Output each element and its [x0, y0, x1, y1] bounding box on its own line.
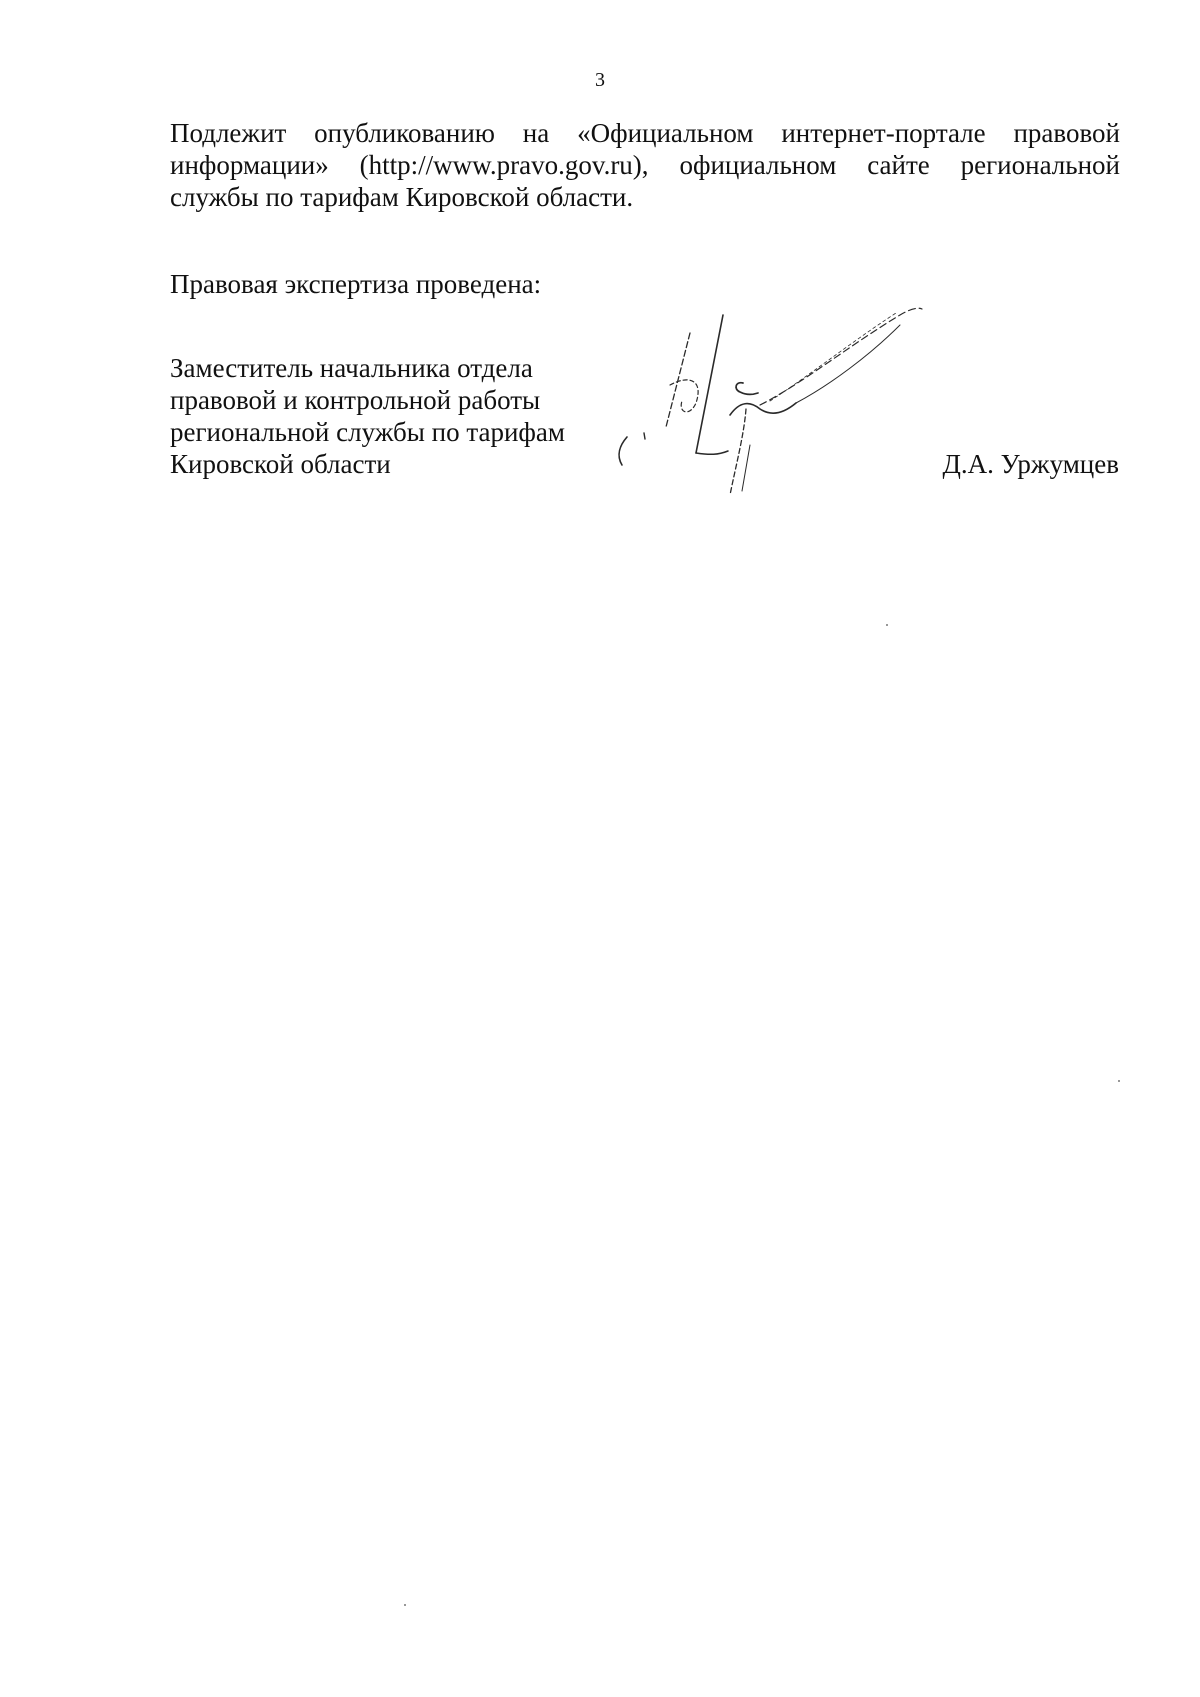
position-line: Кировской области	[170, 449, 391, 479]
signatory-name: Д.А. Уржумцев	[942, 449, 1119, 479]
publication-line: Подлежит опубликованию на «Официальном интернет-портале правовой	[170, 118, 1120, 148]
position-line: правовой и контрольной работы	[170, 385, 541, 415]
publication-line: службы по тарифам Кировской области.	[170, 182, 634, 212]
position-line: региональной службы по тарифам	[170, 417, 565, 447]
publication-line: информации» (http://www.pravo.gov.ru), официальном сайте региональной	[170, 150, 1120, 180]
publication-notice	[170, 117, 1120, 213]
scan-speck	[404, 1604, 406, 1606]
position-line: Заместитель начальника отдела	[170, 353, 533, 383]
page-number: 3	[595, 69, 605, 91]
handwritten-signature	[600, 305, 980, 505]
legal-review-statement: Правовая экспертиза проведена:	[170, 269, 542, 299]
scan-speck	[1118, 1080, 1120, 1082]
signatory-position	[170, 352, 565, 480]
scan-speck	[886, 624, 888, 626]
